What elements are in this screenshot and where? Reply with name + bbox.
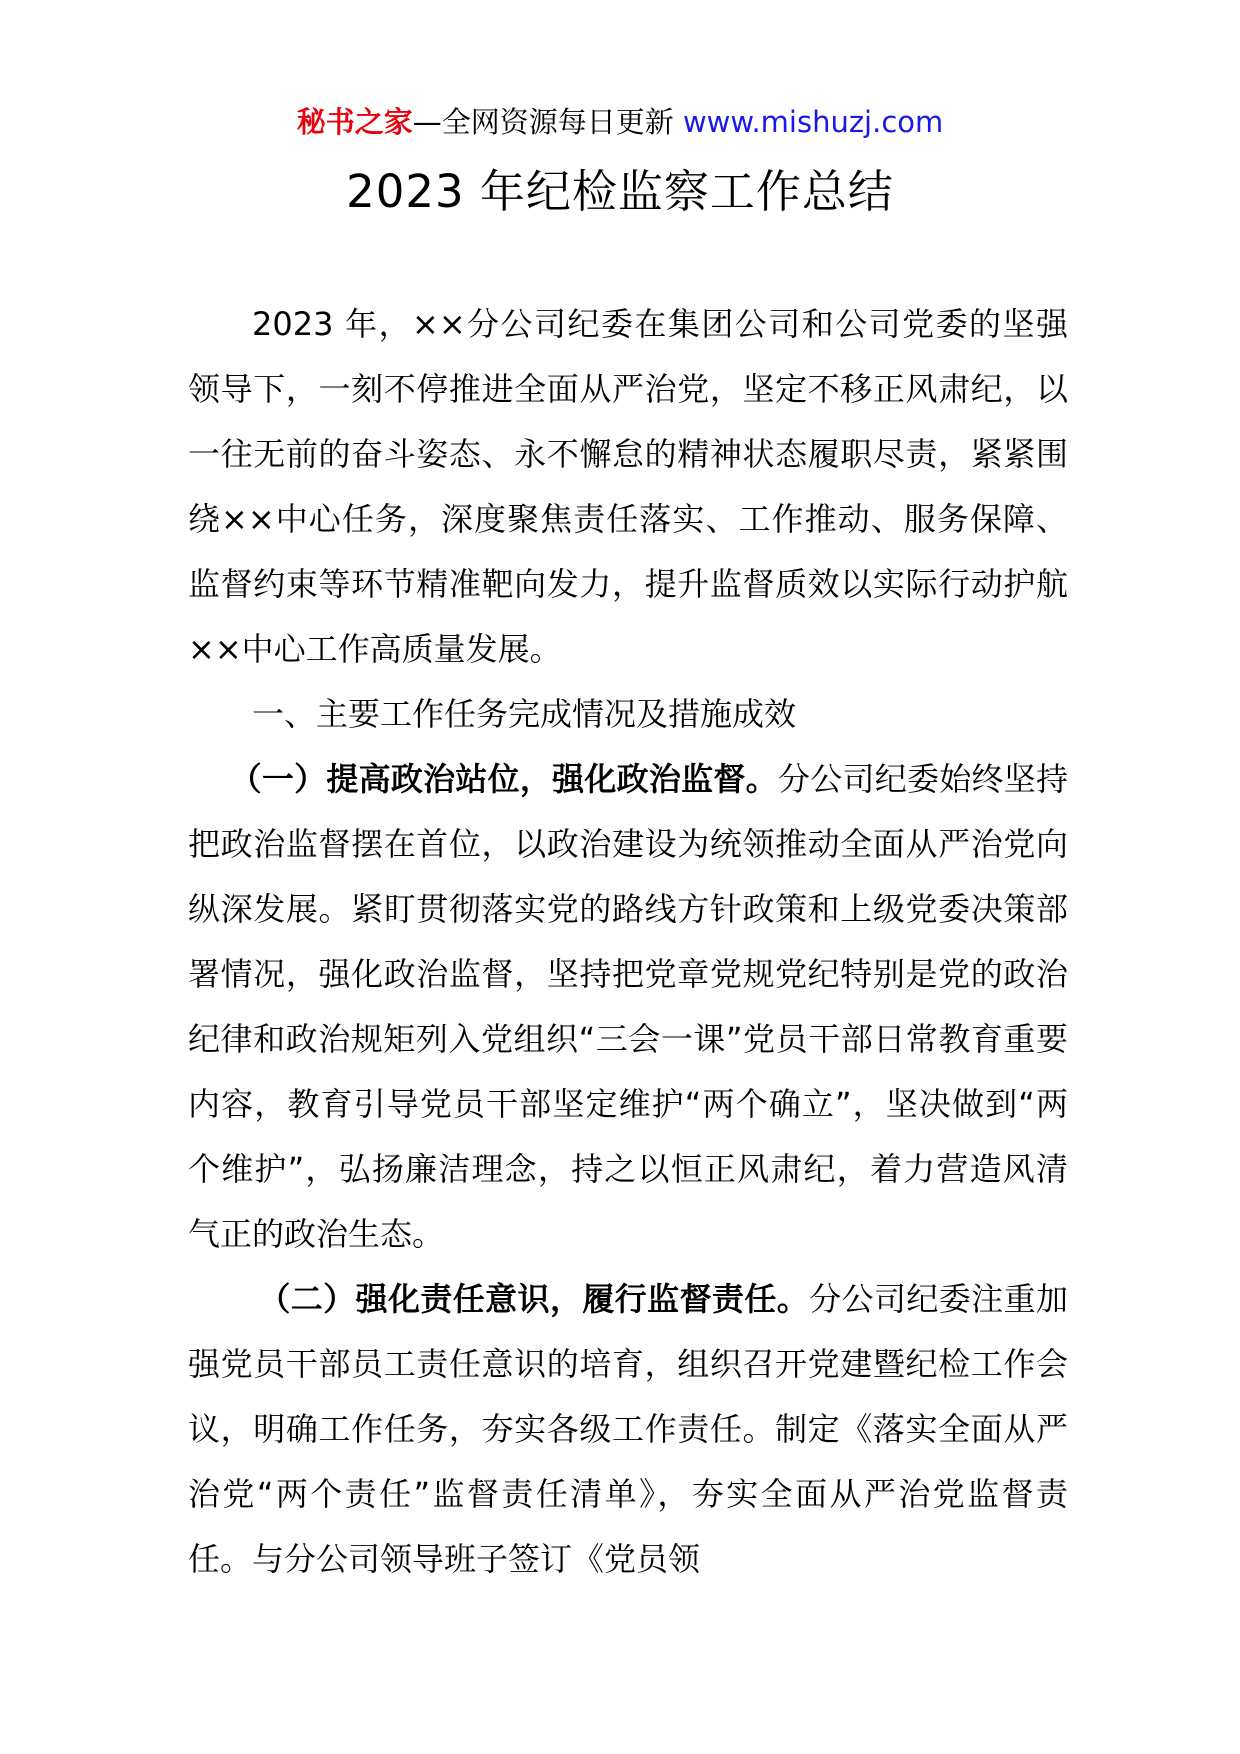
document-body bbox=[188, 292, 1068, 1592]
banner-tagline: —全网资源每日更新 bbox=[412, 105, 683, 139]
site-banner bbox=[0, 102, 1240, 142]
section-heading: 一、主要工作任务完成情况及措施成效 bbox=[252, 695, 797, 733]
item-lead-2: （二）强化责任意识，履行监督责任。 bbox=[258, 1280, 810, 1318]
item-lead-1: （一）提高政治站位，强化政治监督。 bbox=[229, 760, 778, 798]
item-paragraph-2 bbox=[188, 1267, 1068, 1592]
intro-paragraph: 2023 年，××分公司纪委在集团公司和公司党委的坚强领导下，一刻不停推进全面从严治党，坚定不移正风肃纪，以一往无前的奋斗姿态、永不懈怠的精神状态履职尽责，紧紧围绕××中心任务，深度聚焦责任落实、工作推动、服务保障、监督约束等环节精准靶向发力，提升监督质效以实际行动护航××中心工作高质量发展。 bbox=[188, 305, 1068, 668]
item-text-2: 分公司纪委注重加强党员干部员工责任意识的培育，组织召开党建暨纪检工作会议，明确工作任务，夯实各级工作责任。制定《落实全面从严治党“两个责任”监督责任清单》，夯实全面从严治党监督责任。与分公司领导班子签订《党员领 bbox=[188, 1280, 1068, 1578]
item-paragraph-1 bbox=[188, 747, 1068, 1267]
banner-site-link[interactable]: www.mishuzj.com bbox=[682, 105, 944, 139]
banner-brand: 秘书之家 bbox=[296, 105, 413, 139]
item-text-1: 分公司纪委始终坚持把政治监督摆在首位，以政治建设为统领推动全面从严治党向纵深发展。紧盯贯彻落实党的路线方针政策和上级党委决策部署情况，强化政治监督，坚持把党章党规党纪特别是党的政治纪律和政治规矩列入党组织“三会一课”党员干部日常教育重要内容，教育引导党员干部坚定维护“两个确立”，坚决做到“两个维护”，弘扬廉洁理念，持之以恒正风肃纪，着力营造风清气正的政治生态。 bbox=[188, 760, 1068, 1253]
document-title: 2023 年纪检监察工作总结 bbox=[346, 165, 894, 218]
